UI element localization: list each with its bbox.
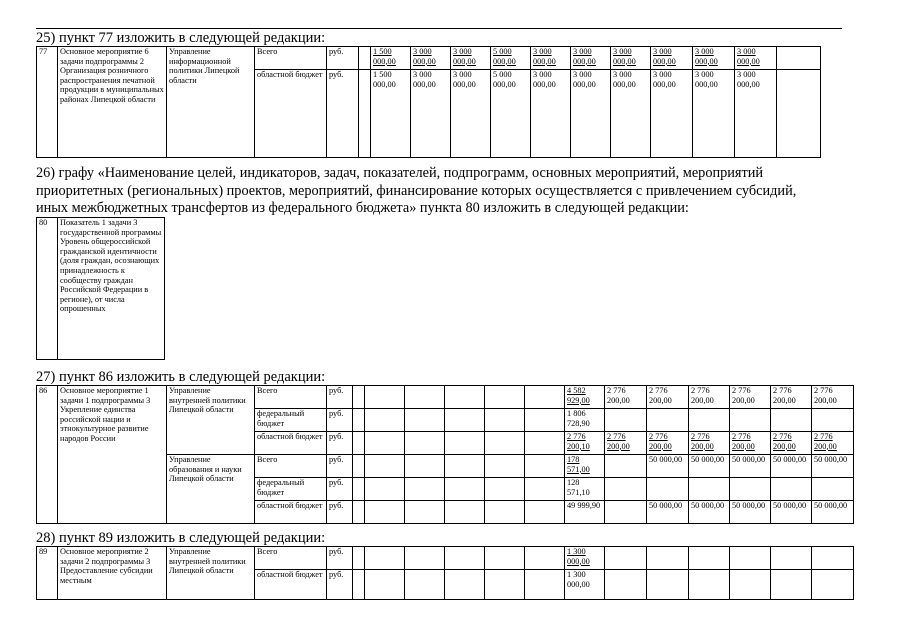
amount-cell bbox=[812, 409, 854, 432]
amount-cell bbox=[605, 547, 647, 570]
empty-cell bbox=[405, 501, 445, 524]
empty-cell bbox=[485, 501, 525, 524]
amount-cell: 50 000,00 bbox=[771, 501, 812, 524]
amount-cell bbox=[812, 570, 854, 600]
executor: Управление внутренней политики Липецкой области bbox=[167, 386, 255, 455]
empty-cell bbox=[525, 432, 565, 455]
empty-cell bbox=[525, 478, 565, 501]
amount-cell bbox=[647, 478, 689, 501]
funding-source: Всего bbox=[255, 386, 327, 409]
empty-cell bbox=[365, 432, 405, 455]
empty-cell bbox=[359, 47, 371, 70]
funding-source: областной бюджет bbox=[255, 501, 327, 524]
empty-cell bbox=[353, 386, 365, 409]
empty-cell bbox=[525, 386, 565, 409]
amount-cell: 4 582 929,00 bbox=[565, 386, 605, 409]
amount-cell: 50 000,00 bbox=[689, 455, 730, 478]
amount-cell: 1 300 000,00 bbox=[565, 547, 605, 570]
empty-cell bbox=[445, 386, 485, 409]
empty-cell bbox=[365, 386, 405, 409]
amount-cell: 3 000 000,00 bbox=[411, 47, 451, 70]
amount-cell bbox=[647, 547, 689, 570]
empty-cell bbox=[445, 478, 485, 501]
amount-cell: 50 000,00 bbox=[689, 501, 730, 524]
amount-cell bbox=[689, 409, 730, 432]
indicator-name: Показатель 1 задачи 3 государственной программы Уровень общероссийской гражданской идентичности (доля граждан, осознающих принадлежность к сообществу граждан Российской Федерации в регионе), от числа опрошенных bbox=[58, 218, 165, 360]
empty-cell bbox=[525, 501, 565, 524]
empty-cell bbox=[405, 386, 445, 409]
amount-cell: 3 000 000,00 bbox=[735, 70, 777, 158]
empty-cell bbox=[405, 432, 445, 455]
empty-cell bbox=[405, 455, 445, 478]
amount-cell bbox=[730, 547, 771, 570]
amount-cell bbox=[812, 547, 854, 570]
empty-cell bbox=[485, 386, 525, 409]
unit: руб. bbox=[327, 432, 353, 455]
row-number: 77 bbox=[37, 47, 58, 158]
amount-cell: 3 000 000,00 bbox=[571, 70, 611, 158]
amount-cell: 50 000,00 bbox=[647, 501, 689, 524]
amount-cell: 178 571,00 bbox=[565, 455, 605, 478]
empty-cell bbox=[485, 455, 525, 478]
amount-cell: 1 500 000,00 bbox=[371, 47, 411, 70]
amount-cell: 3 000 000,00 bbox=[451, 70, 491, 158]
section-27-heading: 27) пункт 86 изложить в следующей редакции: bbox=[36, 369, 326, 385]
event-name: Основное мероприятие 1 задачи 1 подпрограммы 3 Укрепление единства российской нации и этнокультурное развитие народов России bbox=[58, 386, 167, 524]
unit: руб. bbox=[327, 570, 353, 600]
event-name: Основное мероприятие 2 задачи 2 подпрограммы 3 Предоставление субсидии местным bbox=[58, 547, 167, 600]
empty-cell bbox=[485, 570, 525, 600]
table-item-86 bbox=[36, 385, 854, 524]
amount-cell bbox=[771, 409, 812, 432]
empty-cell bbox=[445, 409, 485, 432]
unit: руб. bbox=[327, 455, 353, 478]
empty-cell bbox=[353, 455, 365, 478]
empty-cell bbox=[359, 70, 371, 158]
row-number: 89 bbox=[37, 547, 58, 600]
empty-cell bbox=[445, 501, 485, 524]
row-number: 86 bbox=[37, 386, 58, 524]
table-row bbox=[37, 386, 854, 409]
empty-cell bbox=[353, 478, 365, 501]
amount-cell: 2 776 200,00 bbox=[689, 432, 730, 455]
unit: руб. bbox=[327, 478, 353, 501]
amount-cell bbox=[647, 570, 689, 600]
amount-cell: 2 776 200,00 bbox=[812, 386, 854, 409]
empty-cell bbox=[353, 432, 365, 455]
amount-cell: 2 776 200,00 bbox=[689, 386, 730, 409]
amount-cell bbox=[812, 478, 854, 501]
amount-cell: 50 000,00 bbox=[730, 501, 771, 524]
table-item-89 bbox=[36, 546, 854, 600]
amount-cell: 3 000 000,00 bbox=[651, 47, 693, 70]
amount-cell: 2 776 200,00 bbox=[647, 386, 689, 409]
amount-cell: 1 500 000,00 bbox=[371, 70, 411, 158]
funding-source: федеральный бюджет bbox=[255, 478, 327, 501]
empty-cell bbox=[525, 570, 565, 600]
empty-cell bbox=[525, 547, 565, 570]
top-rule bbox=[36, 28, 842, 29]
amount-cell: 2 776 200,10 bbox=[565, 432, 605, 455]
empty-cell bbox=[365, 547, 405, 570]
amount-cell: 50 000,00 bbox=[812, 455, 854, 478]
table-item-80 bbox=[36, 217, 165, 360]
amount-cell: 1 300 000,00 bbox=[565, 570, 605, 600]
funding-source: федеральный бюджет bbox=[255, 409, 327, 432]
empty-cell bbox=[445, 432, 485, 455]
funding-source: Всего bbox=[255, 455, 327, 478]
amount-cell bbox=[689, 478, 730, 501]
empty-cell bbox=[365, 478, 405, 501]
empty-cell bbox=[405, 547, 445, 570]
amount-cell bbox=[647, 409, 689, 432]
section-28-heading: 28) пункт 89 изложить в следующей редакции: bbox=[36, 530, 326, 546]
event-name: Основное мероприятие 6 задачи подпрограммы 2 Организация розничного распространения печатной продукции в муниципальных районах Липецкой области bbox=[58, 47, 167, 158]
amount-cell bbox=[605, 501, 647, 524]
empty-cell bbox=[405, 478, 445, 501]
amount-cell: 1 806 728,90 bbox=[565, 409, 605, 432]
empty-cell bbox=[445, 547, 485, 570]
empty-cell bbox=[485, 478, 525, 501]
empty-cell bbox=[525, 455, 565, 478]
amount-cell: 2 776 200,00 bbox=[605, 386, 647, 409]
table-row bbox=[37, 547, 854, 570]
amount-cell: 3 000 000,00 bbox=[611, 70, 651, 158]
unit: руб. bbox=[327, 47, 359, 70]
table-row bbox=[37, 47, 821, 70]
amount-cell: 3 000 000,00 bbox=[571, 47, 611, 70]
funding-source: Всего bbox=[255, 47, 327, 70]
amount-cell bbox=[771, 570, 812, 600]
amount-cell: 3 000 000,00 bbox=[531, 70, 571, 158]
empty-cell bbox=[405, 570, 445, 600]
empty-cell bbox=[485, 547, 525, 570]
amount-cell: 50 000,00 bbox=[647, 455, 689, 478]
amount-cell bbox=[689, 570, 730, 600]
amount-cell bbox=[771, 478, 812, 501]
amount-cell: 2 776 200,00 bbox=[605, 432, 647, 455]
amount-cell bbox=[605, 409, 647, 432]
unit: руб. bbox=[327, 386, 353, 409]
amount-cell: 2 776 200,00 bbox=[771, 432, 812, 455]
empty-cell bbox=[365, 409, 405, 432]
empty-cell bbox=[365, 501, 405, 524]
amount-cell bbox=[605, 455, 647, 478]
amount-cell: 3 000 000,00 bbox=[735, 47, 777, 70]
empty-cell bbox=[445, 455, 485, 478]
amount-cell: 2 776 200,00 bbox=[730, 432, 771, 455]
empty-cell bbox=[525, 409, 565, 432]
empty-cell bbox=[365, 455, 405, 478]
unit: руб. bbox=[327, 409, 353, 432]
empty-cell bbox=[353, 501, 365, 524]
amount-cell bbox=[689, 547, 730, 570]
amount-cell: 3 000 000,00 bbox=[693, 70, 735, 158]
amount-cell bbox=[730, 570, 771, 600]
amount-cell: 50 000,00 bbox=[730, 455, 771, 478]
amount-cell: 3 000 000,00 bbox=[451, 47, 491, 70]
amount-cell: 3 000 000,00 bbox=[611, 47, 651, 70]
empty-cell bbox=[353, 570, 365, 600]
section-25-heading: 25) пункт 77 изложить в следующей редакции: bbox=[36, 30, 326, 46]
executor: Управление образования и науки Липецкой области bbox=[167, 455, 255, 524]
amount-cell bbox=[777, 70, 821, 158]
unit: руб. bbox=[327, 547, 353, 570]
amount-cell: 5 000 000,00 bbox=[491, 70, 531, 158]
empty-cell bbox=[353, 547, 365, 570]
amount-cell: 3 000 000,00 bbox=[651, 70, 693, 158]
amount-cell: 128 571,10 bbox=[565, 478, 605, 501]
empty-cell bbox=[353, 409, 365, 432]
amount-cell: 2 776 200,00 bbox=[812, 432, 854, 455]
amount-cell: 5 000 000,00 bbox=[491, 47, 531, 70]
amount-cell: 3 000 000,00 bbox=[531, 47, 571, 70]
amount-cell: 3 000 000,00 bbox=[693, 47, 735, 70]
unit: руб. bbox=[327, 501, 353, 524]
empty-cell bbox=[365, 570, 405, 600]
amount-cell bbox=[777, 47, 821, 70]
amount-cell: 50 000,00 bbox=[771, 455, 812, 478]
amount-cell bbox=[771, 547, 812, 570]
funding-source: областной бюджет bbox=[255, 570, 327, 600]
funding-source: областной бюджет bbox=[255, 432, 327, 455]
empty-cell bbox=[485, 432, 525, 455]
amount-cell: 2 776 200,00 bbox=[730, 386, 771, 409]
section-26-paragraph: 26) графу «Наименование целей, индикаторов, задач, показателей, подпрограмм, основных мероприятий, мероприятий приоритетных (региональных) проектов, мероприятий, финансирование которых осуществляется с привлечением субсидий, иных межбюджетных трансфертов из федерального бюджета» пункта 80 изложить в следующей редакции: bbox=[36, 165, 797, 216]
table-item-77 bbox=[36, 46, 821, 158]
amount-cell: 2 776 200,00 bbox=[647, 432, 689, 455]
empty-cell bbox=[485, 409, 525, 432]
amount-cell bbox=[730, 409, 771, 432]
amount-cell: 2 776 200,00 bbox=[771, 386, 812, 409]
row-number: 80 bbox=[37, 218, 58, 360]
empty-cell bbox=[445, 570, 485, 600]
amount-cell: 3 000 000,00 bbox=[411, 70, 451, 158]
table-row bbox=[37, 218, 165, 360]
amount-cell: 50 000,00 bbox=[812, 501, 854, 524]
executor: Управление внутренней политики Липецкой области bbox=[167, 547, 255, 600]
empty-cell bbox=[405, 409, 445, 432]
unit: руб. bbox=[327, 70, 359, 158]
amount-cell bbox=[730, 478, 771, 501]
amount-cell bbox=[605, 478, 647, 501]
amount-cell: 49 999,90 bbox=[565, 501, 605, 524]
funding-source: Всего bbox=[255, 547, 327, 570]
executor: Управление информационной политики Липецкой области bbox=[167, 47, 255, 158]
amount-cell bbox=[605, 570, 647, 600]
funding-source: областной бюджет bbox=[255, 70, 327, 158]
